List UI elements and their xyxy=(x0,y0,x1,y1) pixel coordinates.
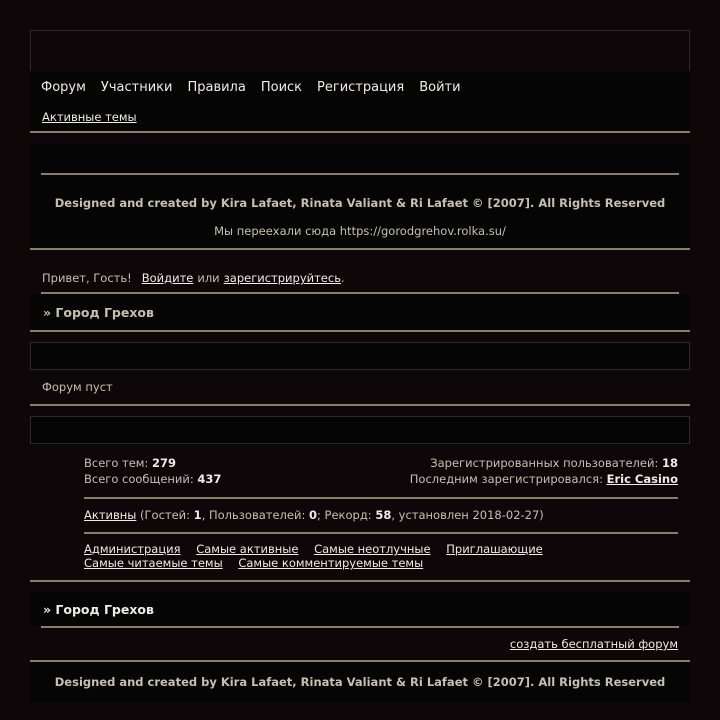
footer-title[interactable]: » Город Грехов xyxy=(43,601,154,617)
active-topics-link[interactable]: Активные темы xyxy=(42,110,137,124)
most-persistent-link[interactable]: Самые неотлучные xyxy=(314,542,431,556)
subnav xyxy=(30,103,690,133)
nav-forum[interactable]: Форум xyxy=(41,79,86,95)
main-nav xyxy=(30,71,690,103)
or-text: или xyxy=(197,271,220,285)
stats-header xyxy=(30,416,690,444)
dot-text: . xyxy=(340,271,345,285)
inviters-link[interactable]: Приглашающие xyxy=(446,542,543,556)
login-link[interactable]: Войдите xyxy=(141,271,194,285)
users-stat: Зарегистрированных пользователей: 18 xyxy=(430,456,678,470)
create-forum-row xyxy=(30,628,690,660)
posts-stat: Всего сообщений: 437 xyxy=(84,472,222,486)
most-active-link[interactable]: Самые активные xyxy=(196,542,299,556)
online-link[interactable]: Активны xyxy=(84,508,137,522)
nav-rules[interactable]: Правила xyxy=(187,79,246,95)
forum-empty-row xyxy=(30,370,690,406)
footer-credits: Designed and created by Kira Lafaet, Rinata Valiant & Ri Lafaet © [2007]. All Rights Reserved xyxy=(54,675,666,689)
forum-empty-text: Форум пуст xyxy=(42,380,113,394)
nav-register[interactable]: Регистрация xyxy=(317,79,405,95)
topics-stat: Всего тем: 279 xyxy=(84,456,177,470)
online-stats: Активны (Гостей: 1, Пользователей: 0; Рекорд: 58, установлен 2018-02-27) xyxy=(84,508,544,522)
divider xyxy=(84,497,678,499)
most-commented-link[interactable]: Самые комментируемые темы xyxy=(238,556,424,570)
admins-link[interactable]: Администрация xyxy=(84,542,181,556)
forum-category-header xyxy=(30,294,690,330)
most-read-link[interactable]: Самые читаемые темы xyxy=(84,556,223,570)
divider xyxy=(84,532,678,534)
footer-category xyxy=(30,592,690,626)
nav-members[interactable]: Участники xyxy=(100,79,173,95)
moved-notice: Мы переехали сюда https://gorodgrehov.rolka.su/ xyxy=(214,224,506,238)
last-registered: Последним зарегистрировался: Eric Casino xyxy=(409,472,678,486)
stats-links xyxy=(84,542,678,570)
nav-search[interactable]: Поиск xyxy=(260,79,303,95)
last-user-link[interactable]: Eric Casino xyxy=(606,472,678,486)
nav-login[interactable]: Войти xyxy=(419,79,461,95)
greeting-text: Привет, Гость! xyxy=(42,271,132,285)
credits-text: Designed and created by Kira Lafaet, Rinata Valiant & Ri Lafaet © [2007]. All Rights Reserved xyxy=(54,196,666,210)
category-title[interactable]: » Город Грехов xyxy=(43,304,154,320)
welcome-bar xyxy=(30,264,690,292)
announcement-block xyxy=(30,143,690,248)
create-forum-link[interactable]: создать бесплатный форум xyxy=(509,637,678,651)
stats-block xyxy=(30,444,690,570)
header-banner xyxy=(30,30,690,71)
page-wrapper xyxy=(30,30,690,702)
divider xyxy=(41,173,679,175)
register-link[interactable]: зарегистрируйтесь xyxy=(223,271,341,285)
forum-table-header xyxy=(30,342,690,370)
footer-credits-block xyxy=(30,662,690,702)
